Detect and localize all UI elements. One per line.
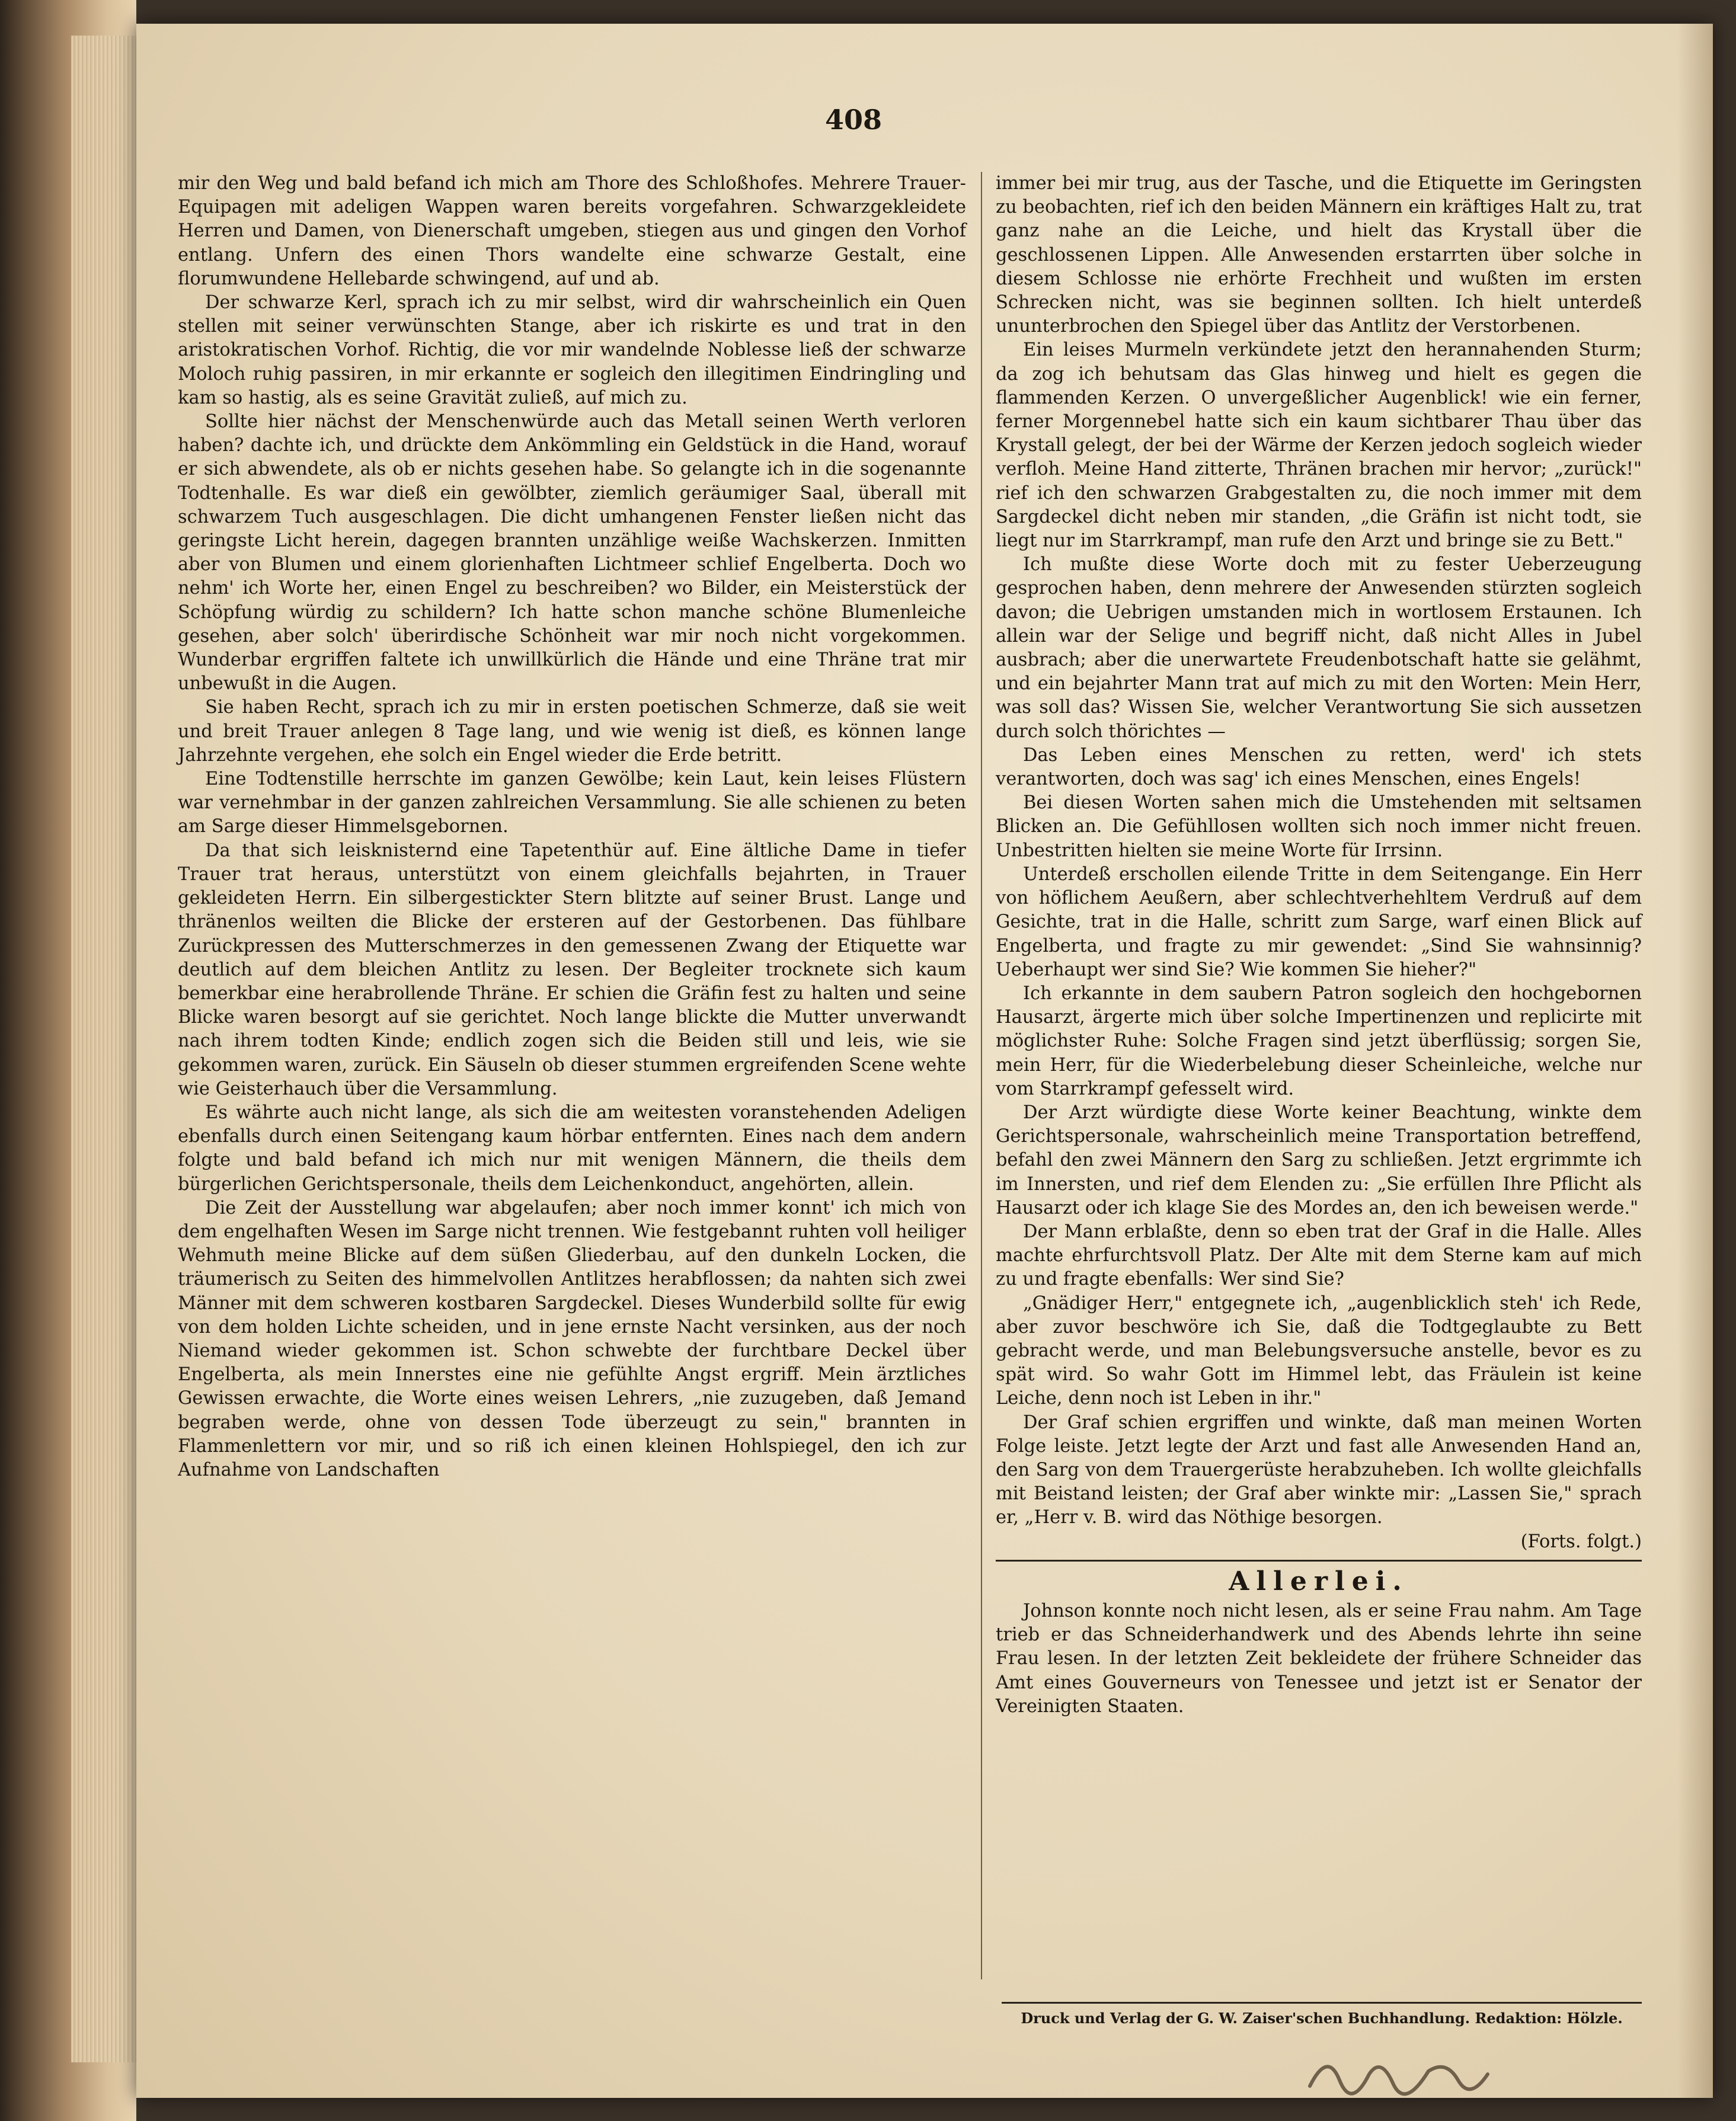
right-column-paragraph: Ich mußte diese Worte doch mit zu fester Ueberzeugung gesprochen haben, denn mehrere der Anwesenden stürzten sogleich davon; die Uebrigen umstanden mich in wortlosem Erstaunen. Ich allein war der Selige und begriff nicht, daß nicht Alles in Jubel ausbrach; aber die unerwartete Freudenbotschaft hatte sie gelähmt, und ein bejahrter Mann trat auf mich zu mit den Worten: Mein Herr, was soll das? Wissen Sie, welcher Verantwortung Sie sich aussetzen durch solch thörichtes — bbox=[996, 554, 1642, 742]
right-column-paragraph: (Forts. folgt.) bbox=[1520, 1531, 1642, 1552]
right-column-paragraph: Der Arzt würdigte diese Worte keiner Beachtung, winkte dem Gerichtspersonale, wahrscheinlich meine Transportation betreffend, befahl den zwei Männern den Sarg zu schließen. Jetzt ergrimmte ich im Innersten, und rief dem Elenden zu: „Sie erfüllen Ihre Pflicht als Hausarzt oder ich klage Sie des Mordes an, den ich beweisen werde." bbox=[996, 1102, 1642, 1218]
right-column-paragraph: Ich erkannte in dem saubern Patron sogleich den hochgebornen Hausarzt, ärgerte mich über solche Impertinenzen und replicirte mit möglichster Ruhe: Solche Fragen sind jetzt überflüssig; sorgen Sie, mein Herr, für die Wiederbelebung dieser Scheinleiche, welche nur vom Starrkrampf gefesselt wird. bbox=[996, 983, 1642, 1099]
left-column-paragraph: Eine Todtenstille herrschte im ganzen Gewölbe; kein Laut, kein leises Flüstern war vernehmbar in der ganzen zahlreichen Versammlung. Sie alle schienen zu beten am Sarge dieser Himmelsgebornen. bbox=[178, 769, 966, 837]
page-stack bbox=[71, 36, 136, 2062]
right-column-paragraph: Der Mann erblaßte, denn so eben trat der Graf in die Halle. Alles machte ehrfurchtsvoll Platz. Der Alte mit dem Sterne kam auf mich zu und fragte ebenfalls: Wer sind Sie? bbox=[996, 1221, 1642, 1290]
right-column-paragraph: „Gnädiger Herr," entgegnete ich, „augenblicklich steh' ich Rede, aber zuvor beschwöre ich Sie, daß die Todtgeglaubte zu Bett gebracht werde, und man Belebungsversuche anstelle, bevor es zu spät wird. So wahr Gott im Himmel lebt, das Fräulein ist keine Leiche, denn noch ist Leben in ihr." bbox=[996, 1293, 1642, 1409]
right-column-paragraph: Unterdeß erschollen eilende Tritte in dem Seitengange. Ein Herr von höflichem Aeußern, aber schlechtverhehltem Verdruß auf dem Gesichte, trat in die Halle, schritt zum Sarge, warf einen Blick auf Engelberta, und fragte zu mir gewendet: „Sind Sie wahnsinnig? Ueberhaupt wer sind Sie? Wie kommen Sie hieher?" bbox=[996, 863, 1642, 980]
left-column-paragraph: Die Zeit der Ausstellung war abgelaufen; aber noch immer konnt' ich mich von dem engelhaften Wesen im Sarge nicht trennen. Wie festgebannt ruhten voll heiliger Wehmuth meine Blicke auf dem süßen Gliederbau, auf den dunkeln Locken, die träumerisch zu Seiten des himmelvollen Antlitzes herabflossen; da nahten sich zwei Männer mit dem schweren kostbaren Sargdeckel. Dieses Wunderbild sollte für ewig von dem holden Lichte scheiden, und in jene ernste Nacht versinken, aus der noch Niemand wieder gekommen ist. Schon schwebte der furchtbare Deckel über Engelberta, als mein Innerstes eine nie gefühlte Angst ergriff. Mein ärztliches Gewissen erwachte, die Worte eines weisen Lehrers, „nie zuzugeben, daß Jemand begraben werde, ohne von dessen Tode überzeugt zu sein," brannten in Flammenlettern vor mir, und so riß ich einen kleinen Hohlspiegel, den ich zur Aufnahme von Landschaften bbox=[178, 1197, 966, 1480]
left-column-paragraph: Da that sich leisknisternd eine Tapetenthür auf. Eine ältliche Dame in tiefer Trauer trat heraus, unterstützt von einem gleichfalls bejahrten, in Trauer gekleideten Herrn. Ein silbergestickter Stern blitzte auf seiner Brust. Lange und thränenlos weilten die Blicke der ersteren auf der Gestorbenen. Das fühlbare Zurückpressen des Mutterschmerzes in den gemessenen Zwang der Etiquette war deutlich auf dem bleichen Antlitz zu lesen. Der Begleiter trocknete sich kaum bemerkbar eine herabrollende Thräne. Er schien die Gräfin fest zu halten und seine Blicke waren besorgt auf sie gerichtet. Noch lange blickte die Mutter unverwandt nach ihrem todten Kinde; endlich zogen sich die Beiden still und leis, wie sie gekommen waren, zurück. Ein Säuseln ob dieser stummen ergreifenden Scene wehte wie Geisterhauch über die Versammlung. bbox=[178, 840, 966, 1099]
left-column bbox=[178, 172, 966, 1482]
imprint: Druck und Verlag der G. W. Zaiser'schen Buchhandlung. Redaktion: Hölzle. bbox=[1002, 2002, 1642, 2027]
right-column bbox=[996, 172, 1642, 1719]
right-column-paragraph: Der Graf schien ergriffen und winkte, daß man meinen Worten Folge leiste. Jetzt legte der Arzt und fast alle Anwesenden Hand an, den Sarg von dem Trauergerüste herabzuheben. Ich wollte gleichfalls mit Beistand leisten; der Graf aber winkte mir: „Lassen Sie," sprach er, „Herr v. B. wird das Nöthige besorgen. bbox=[996, 1412, 1642, 1528]
right-column-paragraph: immer bei mir trug, aus der Tasche, und die Etiquette im Geringsten zu beobachten, rief ich den beiden Männern ein kräftiges Halt zu, trat ganz nahe an die Leiche, und hielt das Krystall über die geschlossenen Lippen. Alle Anwesenden erstarrten über solche in diesem Schlosse nie erhörte Frechheit und wußten im ersten Schrecken nicht, was sie beginnen sollten. Ich hielt unterdeß ununterbrochen den Spiegel über das Antlitz der Verstorbenen. bbox=[996, 173, 1642, 337]
right-column-paragraph: Das Leben eines Menschen zu retten, werd' ich stets verantworten, doch was sag' ich eines Menschen, eines Engels! bbox=[996, 744, 1642, 790]
right-column-story bbox=[996, 172, 1642, 1554]
page-number: 408 bbox=[824, 104, 883, 136]
left-column-paragraph: Sie haben Recht, sprach ich zu mir in ersten poetischen Schmerze, daß sie weit und breit Trauer anlegen 8 Tage lang, und wie wenig ist dieß, es können lange Jahrzehnte vergehen, ehe solch ein Engel wieder die Erde betritt. bbox=[178, 697, 966, 766]
column-divider bbox=[981, 172, 982, 1979]
page-gutter-shadow bbox=[1677, 24, 1713, 2098]
allerlei-section bbox=[996, 1599, 1642, 1719]
right-column-paragraph: Ein leises Murmeln verkündete jetzt den herannahenden Sturm; da zog ich behutsam das Glas hinweg und hielt es gegen die flammenden Kerzen. O unvergeßlicher Augenblick! wie ein ferner, ferner Morgennebel hatte sich ein kaum sichtbarer Thau über das Krystall gelegt, der bei der Wärme der Kerzen jedoch sogleich wieder verfloh. Meine Hand zitterte, Thränen brachen mir hervor; „zurück!" rief ich den schwarzen Grabgestalten zu, die noch immer mit dem Sargdeckel dicht neben mir standen, „die Gräfin ist nicht todt, sie liegt nur im Starrkrampf, man rufe den Arzt und bringe sie zu Bett." bbox=[996, 340, 1642, 552]
allerlei-paragraph: Johnson konnte noch nicht lesen, als er seine Frau nahm. Am Tage trieb er das Schneiderhandwerk und des Abends lehrte ihn seine Frau lesen. In der letzten Zeit bekleidete der frühere Schneider das Amt eines Gouverneurs von Tenessee und jetzt ist er Senator der Vereinigten Staaten. bbox=[996, 1600, 1642, 1717]
left-column-paragraph: mir den Weg und bald befand ich mich am Thore des Schloßhofes. Mehrere Trauer-Equipagen mit adeligen Wappen waren bereits vorgefahren. Schwarzgekleidete Herren und Damen, von Dienerschaft umgeben, stiegen aus und gingen den Vorhof entlang. Unfern des einen Thors wandelte eine schwarze Gestalt, eine florumwundene Hellebarde schwingend, auf und ab. bbox=[178, 173, 966, 289]
handwritten-signature bbox=[1304, 2039, 1494, 2104]
left-column-paragraph: Es währte auch nicht lange, als sich die am weitesten voranstehenden Adeligen ebenfalls durch einen Seitengang kaum hörbar entfernten. Eines nach dem andern folgte und bald befand ich mich nur mit wenigen Männern, die theils dem bürgerlichen Gerichtspersonale, theils dem Leichenkonduct, angehörten, allein. bbox=[178, 1102, 966, 1195]
right-column-paragraph: Bei diesen Worten sahen mich die Umstehenden mit seltsamen Blicken an. Die Gefühllosen wollten sich noch immer nicht freuen. Unbestritten hielten sie meine Worte für Irrsinn. bbox=[996, 792, 1642, 861]
section-heading: Allerlei. bbox=[1229, 1566, 1409, 1597]
left-column-paragraph: Sollte hier nächst der Menschenwürde auch das Metall seinen Werth verloren haben? dachte ich, und drückte dem Ankömmling ein Geldstück in die Hand, worauf er sich abwendete, als ob er nichts gesehen habe. So gelangte ich in die sogenannte Todtenhalle. Es war dieß ein gewölbter, ziemlich geräumiger Saal, überall mit schwarzem Tuch ausgeschlagen. Die dicht umhangenen Fenster ließen nicht das geringste Licht herein, dagegen brannten unzählige weiße Wachskerzen. Inmitten aber von Blumen und einem glorienhaften Lichtmeer schlief Engelberta. Doch wo nehm' ich Worte her, einen Engel zu beschreiben? wo Bilder, ein Meisterstück der Schöpfung würdig zu schildern? Ich hatte schon manche schöne Blumenleiche gesehen, aber solch' überirdische Schönheit war mir noch nicht vorgekommen. Wunderbar ergriffen faltete ich unwillkürlich die Hände und eine Thräne trat mir unbewußt in die Augen. bbox=[178, 411, 966, 695]
section-rule bbox=[996, 1560, 1642, 1562]
left-column-paragraph: Der schwarze Kerl, sprach ich zu mir selbst, wird dir wahrscheinlich ein Quen stellen mit seiner verwünschten Stange, aber ich riskirte es und trat in den aristokratischen Vorhof. Richtig, die vor mir wandelnde Noblesse ließ der schwarze Moloch ruhig passiren, in mir erkannte er sogleich den illegitimen Eindringling und kam so hastig, als es seine Gravität zuließ, auf mich zu. bbox=[178, 292, 966, 408]
